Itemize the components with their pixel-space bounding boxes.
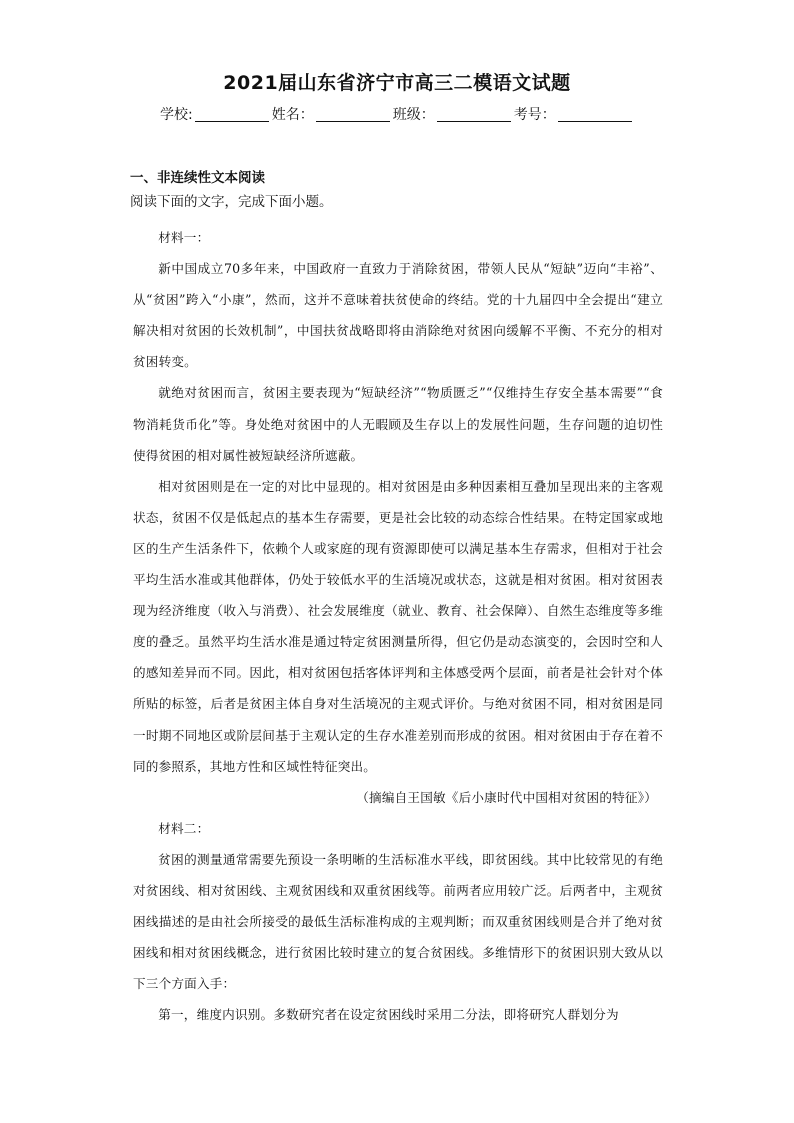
reading-passage (133, 222, 663, 1030)
class-label: 班级： (392, 107, 435, 123)
paragraph-4: 贫困的测量通常需要先预设一条明晰的生活标准水平线，即贫困线。其中比较常见的有绝对贫困线、相对贫困线、主观贫困线和双重贫困线等。前两者应用较广泛。后两者中，主观贫困线描述的是由社会所接受的最低生活标准构成的主观判断；而双重贫困线则是合并了绝对贫困线和相对贫困线概念，进行贫困比较时建立的复合贫困线。多维情形下的贫困识别大致从以下三个方面入手： (133, 851, 663, 992)
class-blank[interactable] (437, 105, 511, 122)
paragraph-1: 新中国成立70多年来，中国政府一直致力于消除贫困，带领人民从“短缺”迈向“丰裕”、从“贫困”跨入“小康”，然而，这并不意味着扶贫使命的终结。党的十九届四中全会提出“建立解决相对贫困的长效机制”，中国扶贫战略即将由消除绝对贫困向缓解不平衡、不充分的相对贫困转变。 (133, 261, 663, 370)
exam-title: 2021届山东省济宁市高三二模语文试题 (223, 72, 571, 94)
school-label: 学校: (160, 107, 193, 123)
paragraph-5: 第一，维度内识别。多数研究者在设定贫困线时采用二分法，即将研究人群划分为 (158, 1007, 619, 1023)
material-one-label: 材料一： (158, 230, 210, 245)
student-info-row (160, 104, 635, 124)
source-citation: （摘编自王国敏《后小康时代中国相对贫困的特征》） (356, 789, 657, 805)
paragraph-3: 相对贫困则是在一定的对比中显现的。相对贫困是由多种因素相互叠加呈现出来的主客观状态，贫困不仅是低起点的基本生存需要，更是社会比较的动态综合性结果。在特定国家或地区的生产生活条件下，依赖个人或家庭的现有资源即使可以满足基本生存需求，但相对于社会平均生活水准或其他群体，仍处于较低水平的生活境况或状态，这就是相对贫困。相对贫困表现为经济维度（收入与消费）、社会发展维度（就业、教育、社会保障）、自然生态维度等多维度的叠乏。虽然平均生活水准是通过特定贫困测量所得，但它仍是动态演变的，会因时空和人的感知差异而不同。因此，相对贫困包括客体评判和主体感受两个层面，前者是社会针对个体所贴的标签，后者是贫困主体自身对生活境况的主观式评价。与绝对贫困不同，相对贫困是同一时期不同地区或阶层间基于主观认定的生存水准差别而形成的贫困。相对贫困由于存在着不同的参照系，其地方性和区域性特征突出。 (133, 478, 663, 774)
reading-instruction: 阅读下面的文字，完成下面小题。 (130, 194, 333, 210)
exam-number-label: 考号： (513, 107, 556, 123)
name-blank[interactable] (316, 105, 390, 122)
section-heading: 一、非连续性文本阅读 (130, 170, 265, 186)
paragraph-2: 就绝对贫困而言，贫困主要表现为“短缺经济”“物质匮乏”“仅维持生存安全基本需要”“食物消耗货币化”等。身处绝对贫困中的人无暇顾及生存以上的发展性问题，生存问题的迫切性使得贫困的相对属性被短缺经济所遮蔽。 (133, 385, 663, 463)
school-blank[interactable] (195, 105, 269, 122)
exam-number-blank[interactable] (558, 105, 632, 122)
name-label: 姓名： (271, 107, 314, 123)
material-two-label: 材料二： (158, 820, 210, 836)
